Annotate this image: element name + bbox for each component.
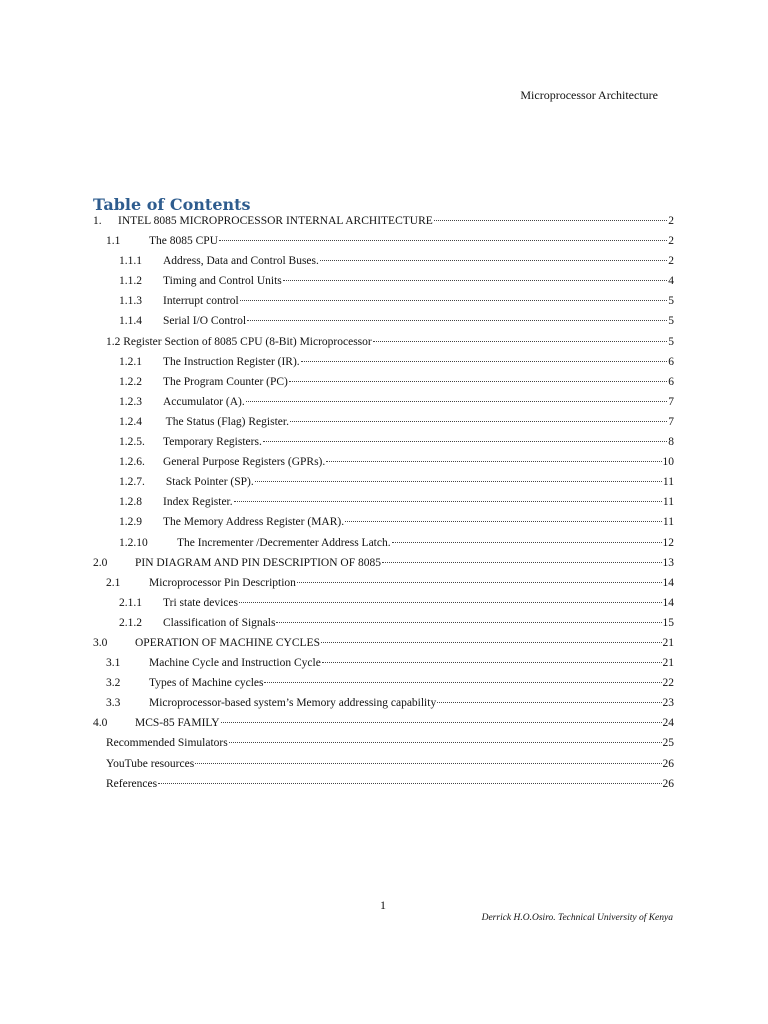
dot-leader [382, 562, 662, 563]
toc-entry-page: 21 [662, 636, 674, 649]
toc-entry-page: 5 [668, 295, 674, 308]
dot-leader [392, 542, 662, 543]
toc-entry-page: 6 [668, 375, 674, 388]
toc-entry[interactable] [93, 275, 674, 295]
toc-entry[interactable] [93, 315, 674, 335]
dot-leader [434, 220, 667, 221]
toc-entry[interactable] [93, 737, 674, 757]
dot-leader [289, 381, 667, 382]
dot-leader [247, 320, 667, 321]
toc-entry-title: The Status (Flag) Register. [163, 415, 289, 428]
toc-entry-title: OPERATION OF MACHINE CYCLES [135, 636, 320, 649]
toc-entry[interactable] [93, 557, 674, 577]
toc-entry-page: 5 [668, 335, 674, 348]
author-footer: Derrick H.O.Osiro. Technical University of Kenya [481, 913, 673, 923]
toc-entry-page: 26 [662, 757, 674, 770]
toc-entry-title: The Incrementer /Decrementer Address Latch. [177, 536, 391, 549]
toc-entry-number: 1.1 [106, 235, 121, 248]
toc-entry[interactable] [93, 617, 674, 637]
toc-entry-page: 26 [662, 777, 674, 790]
toc-entry-title: Temporary Registers. [163, 436, 262, 449]
dot-leader [264, 682, 661, 683]
toc-entry-title: The Instruction Register (IR). [163, 355, 300, 368]
dot-leader [326, 461, 661, 462]
dot-leader [276, 622, 661, 623]
dot-leader [246, 401, 668, 402]
toc-entry[interactable] [93, 657, 674, 677]
toc-entry-title: MCS-85 FAMILY [135, 717, 220, 730]
toc-entry-title: Timing and Control Units [163, 275, 282, 288]
toc-entry-title: Tri state devices [163, 596, 238, 609]
toc-entry-number: 3.0 [93, 636, 108, 649]
toc-entry-page: 23 [662, 697, 674, 710]
toc-entry-number: 1.1.4 [119, 315, 142, 328]
dot-leader [221, 722, 662, 723]
table-of-contents [93, 215, 674, 798]
toc-entry-title: INTEL 8085 MICROPROCESSOR INTERNAL ARCHITECTURE [118, 215, 433, 227]
toc-entry[interactable] [93, 456, 674, 476]
toc-entry[interactable] [93, 336, 674, 356]
toc-entry-title: Machine Cycle and Instruction Cycle [149, 657, 321, 670]
dot-leader [283, 280, 668, 281]
page-number: 1 [380, 898, 386, 912]
toc-entry-title: Classification of Signals [163, 616, 276, 629]
toc-entry[interactable] [93, 758, 674, 778]
toc-entry-title: Serial I/O Control [163, 315, 247, 328]
toc-entry-title: YouTube resources [106, 757, 195, 770]
toc-entry-page: 11 [662, 516, 674, 529]
dot-leader [297, 582, 662, 583]
dot-leader [255, 481, 662, 482]
toc-entry-title: The Memory Address Register (MAR). [163, 516, 345, 529]
toc-entry[interactable] [93, 697, 674, 717]
dot-leader [290, 421, 667, 422]
toc-entry-page: 10 [662, 456, 674, 469]
toc-entry-title: Types of Machine cycles [149, 677, 264, 690]
toc-entry[interactable] [93, 476, 674, 496]
toc-entry-page: 11 [662, 496, 674, 509]
dot-leader [301, 361, 668, 362]
dot-leader [321, 642, 662, 643]
toc-entry[interactable] [93, 496, 674, 516]
toc-entry-title: Index Register. [163, 496, 233, 509]
dot-leader [263, 441, 667, 442]
dot-leader [239, 602, 662, 603]
toc-entry-number: 1.2.10 [119, 536, 148, 549]
dot-leader [345, 521, 662, 522]
toc-entry-title: PIN DIAGRAM AND PIN DESCRIPTION OF 8085 [135, 556, 381, 569]
toc-entry[interactable] [93, 537, 674, 557]
toc-entry-title: The Program Counter (PC) [163, 375, 288, 388]
dot-leader [158, 783, 661, 784]
toc-entry-page: 25 [662, 737, 674, 750]
toc-entry[interactable] [93, 778, 674, 798]
dot-leader [437, 702, 661, 703]
toc-entry-page: 5 [668, 315, 674, 328]
toc-entry-page: 7 [668, 415, 674, 428]
toc-entry-number: 1.2.4 [119, 415, 142, 428]
toc-entry-title: Microprocessor Pin Description [149, 576, 296, 589]
toc-entry-page: 8 [668, 436, 674, 449]
toc-entry-page: 14 [662, 576, 674, 589]
toc-entry-number: 1.1.3 [119, 295, 142, 308]
toc-entry-number: 1.2.1 [119, 355, 142, 368]
toc-entry-number: 1. [93, 215, 102, 227]
toc-entry[interactable] [93, 436, 674, 456]
toc-entry-number: 2.1.2 [119, 616, 142, 629]
toc-entry-number: 1.2.2 [119, 375, 142, 388]
toc-entry-title: Address, Data and Control Buses. [163, 255, 319, 268]
toc-entry-page: 22 [662, 677, 674, 690]
toc-entry[interactable] [93, 717, 674, 737]
toc-entry-title: Stack Pointer (SP). [163, 476, 254, 489]
toc-entry-page: 21 [662, 657, 674, 670]
toc-entry[interactable] [93, 416, 674, 436]
toc-entry-number: 3.2 [106, 677, 121, 690]
toc-entry[interactable] [93, 637, 674, 657]
toc-entry[interactable] [93, 577, 674, 597]
toc-entry-title: References [106, 777, 158, 790]
toc-entry[interactable] [93, 516, 674, 536]
toc-entry-page: 11 [662, 476, 674, 489]
toc-entry-page: 7 [668, 395, 674, 408]
toc-entry-page: 15 [662, 616, 674, 629]
toc-entry[interactable] [93, 376, 674, 396]
toc-entry-title: Interrupt control [163, 295, 239, 308]
dot-leader [195, 763, 661, 764]
dot-leader [373, 341, 668, 342]
toc-entry[interactable] [93, 215, 674, 235]
toc-entry[interactable] [93, 597, 674, 617]
toc-entry-number: 4.0 [93, 717, 108, 730]
toc-entry-number: 1.2.5. [119, 436, 145, 449]
toc-entry-title: General Purpose Registers (GPRs). [163, 456, 326, 469]
toc-entry[interactable] [93, 396, 674, 416]
toc-entry-page: 12 [662, 536, 674, 549]
toc-entry-number: 3.3 [106, 697, 121, 710]
dot-leader [322, 662, 662, 663]
toc-entry-page: 2 [668, 255, 674, 268]
toc-entry-number: 2.1.1 [119, 596, 142, 609]
toc-entry-number: 1.2.3 [119, 395, 142, 408]
toc-entry[interactable] [93, 235, 674, 255]
toc-entry-number: 1.2.6. [119, 456, 145, 469]
dot-leader [219, 240, 667, 241]
dot-leader [229, 742, 662, 743]
toc-entry-number: 2.1 [106, 576, 121, 589]
toc-entry-title: Accumulator (A). [163, 395, 245, 408]
dot-leader [320, 260, 667, 261]
toc-entry-title: Recommended Simulators [106, 737, 228, 750]
toc-entry-number: 1.2.9 [119, 516, 142, 529]
toc-entry-number: 3.1 [106, 657, 121, 670]
toc-entry-number: 1.1.1 [119, 255, 142, 268]
toc-entry-page: 24 [662, 717, 674, 730]
toc-entry-page: 2 [668, 215, 674, 227]
dot-leader [234, 501, 662, 502]
toc-entry-page: 4 [668, 275, 674, 288]
toc-entry-number: 2.0 [93, 556, 108, 569]
toc-entry-number: 1.2.7. [119, 476, 145, 489]
running-header: Microprocessor Architecture [520, 88, 658, 102]
toc-entry-title: Microprocessor-based system’s Memory addressing capability [149, 697, 437, 710]
toc-entry[interactable] [93, 295, 674, 315]
toc-entry[interactable] [93, 356, 674, 376]
toc-entry-title: 1.2 Register Section of 8085 CPU (8-Bit) Microprocessor [106, 335, 372, 348]
toc-entry-page: 13 [662, 556, 674, 569]
dot-leader [240, 300, 668, 301]
toc-entry[interactable] [93, 255, 674, 275]
toc-entry-page: 2 [668, 235, 674, 248]
toc-entry-number: 1.1.2 [119, 275, 142, 288]
toc-heading: Table of Contents [93, 195, 251, 214]
toc-entry-page: 14 [662, 596, 674, 609]
toc-entry-page: 6 [668, 355, 674, 368]
toc-entry-number: 1.2.8 [119, 496, 142, 509]
toc-entry-title: The 8085 CPU [149, 235, 218, 248]
toc-entry[interactable] [93, 677, 674, 697]
